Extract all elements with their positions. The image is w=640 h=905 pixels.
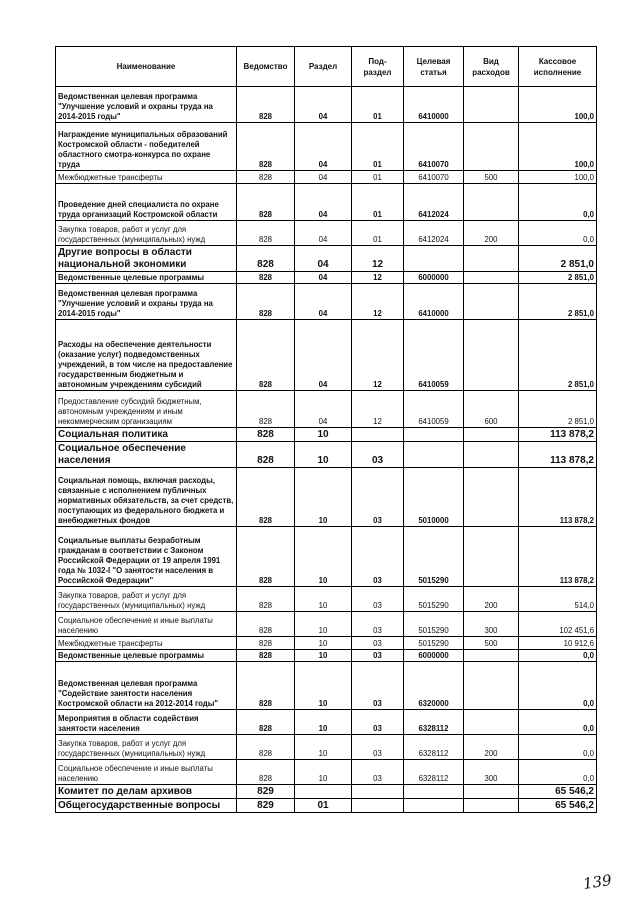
row-subsection: 01	[352, 87, 404, 123]
row-exptype	[464, 799, 519, 813]
row-name: Общегосударственные вопросы	[56, 799, 237, 813]
row-subsection: 01	[352, 184, 404, 221]
row-article: 5010000	[404, 468, 464, 527]
row-name: Ведомственная целевая программа "Улучшение условий и охраны труда на 2014-2015 годы"	[56, 284, 237, 320]
row-article: 6328112	[404, 760, 464, 785]
row-name: Социальные выплаты безработным гражданам в соответствии с Законом Российской Федерации от 19 апреля 1991 года № 1032-I "О занятости населения в Российской Федерации"	[56, 527, 237, 587]
row-section: 04	[295, 123, 352, 171]
row-article: 5015290	[404, 527, 464, 587]
row-name: Другие вопросы в области национальной экономики	[56, 246, 237, 272]
row-dept: 829	[237, 785, 295, 799]
row-section: 10	[295, 637, 352, 650]
row-article: 6410000	[404, 87, 464, 123]
row-name: Социальное обеспечение и иные выплаты населению	[56, 760, 237, 785]
row-name: Закупка товаров, работ и услуг для государственных (муниципальных) нужд	[56, 221, 237, 246]
row-article	[404, 428, 464, 442]
table-row	[56, 785, 597, 799]
row-article	[404, 785, 464, 799]
table-row	[56, 123, 597, 171]
row-cash: 100,0	[519, 171, 597, 184]
row-subsection: 01	[352, 123, 404, 171]
table-row	[56, 87, 597, 123]
row-exptype	[464, 785, 519, 799]
row-subsection: 03	[352, 637, 404, 650]
row-subsection: 03	[352, 612, 404, 637]
row-dept: 828	[237, 284, 295, 320]
row-name: Предоставление субсидий бюджетным, автономным учреждениям и иным некоммерческим организациям	[56, 391, 237, 428]
row-subsection: 03	[352, 760, 404, 785]
row-section: 10	[295, 735, 352, 760]
row-subsection: 12	[352, 320, 404, 391]
row-dept: 828	[237, 221, 295, 246]
row-dept: 828	[237, 468, 295, 527]
row-section: 10	[295, 527, 352, 587]
row-section: 10	[295, 587, 352, 612]
row-subsection: 12	[352, 284, 404, 320]
table-row	[56, 468, 597, 527]
row-dept: 828	[237, 710, 295, 735]
row-subsection: 03	[352, 527, 404, 587]
row-cash: 2 851,0	[519, 320, 597, 391]
row-name: Межбюджетные трансферты	[56, 171, 237, 184]
row-exptype	[464, 246, 519, 272]
row-cash: 0,0	[519, 735, 597, 760]
row-section: 10	[295, 428, 352, 442]
row-subsection: 12	[352, 272, 404, 284]
table-row	[56, 246, 597, 272]
row-dept: 828	[237, 527, 295, 587]
table-row	[56, 735, 597, 760]
row-article	[404, 442, 464, 468]
row-article: 5015290	[404, 587, 464, 612]
row-subsection: 03	[352, 735, 404, 760]
row-dept: 828	[237, 87, 295, 123]
row-cash: 0,0	[519, 221, 597, 246]
row-cash: 0,0	[519, 662, 597, 710]
table-row	[56, 587, 597, 612]
row-exptype	[464, 184, 519, 221]
table-row	[56, 184, 597, 221]
row-subsection: 03	[352, 662, 404, 710]
row-exptype	[464, 527, 519, 587]
row-section: 01	[295, 799, 352, 813]
row-subsection: 03	[352, 468, 404, 527]
table-row	[56, 171, 597, 184]
row-name: Награждение муниципальных образований Костромской области - победителей областного смотра-конкурса по охране труда	[56, 123, 237, 171]
header-exptype: Вид расходов	[464, 47, 519, 87]
row-name: Ведомственная целевая программа "Содействие занятости населения Костромской области на 2012-2014 годы"	[56, 662, 237, 710]
row-dept: 828	[237, 587, 295, 612]
row-cash: 0,0	[519, 184, 597, 221]
row-cash: 10 912,6	[519, 637, 597, 650]
row-section: 04	[295, 221, 352, 246]
row-exptype	[464, 123, 519, 171]
row-name: Межбюджетные трансферты	[56, 637, 237, 650]
row-article	[404, 246, 464, 272]
table-row	[56, 284, 597, 320]
row-dept: 828	[237, 637, 295, 650]
row-cash: 113 878,2	[519, 428, 597, 442]
row-subsection: 01	[352, 171, 404, 184]
row-name: Социальная помощь, включая расходы, связанные с исполнением публичных нормативных обязательств, за счет средств, поступающих из федерального бюджета и внебюджетных фондов	[56, 468, 237, 527]
table-row	[56, 650, 597, 662]
row-exptype: 300	[464, 760, 519, 785]
row-subsection: 01	[352, 221, 404, 246]
budget-table	[55, 46, 597, 813]
page-number: 139	[581, 871, 613, 893]
row-dept: 828	[237, 735, 295, 760]
row-article: 6410000	[404, 284, 464, 320]
table-row	[56, 320, 597, 391]
row-exptype: 200	[464, 735, 519, 760]
row-exptype	[464, 468, 519, 527]
row-exptype: 500	[464, 171, 519, 184]
row-article: 6320000	[404, 662, 464, 710]
row-subsection	[352, 785, 404, 799]
header-dept: Ведомство	[237, 47, 295, 87]
row-dept: 828	[237, 184, 295, 221]
row-exptype: 300	[464, 612, 519, 637]
row-cash: 2 851,0	[519, 246, 597, 272]
row-article: 6000000	[404, 650, 464, 662]
row-cash: 2 851,0	[519, 272, 597, 284]
table-row	[56, 221, 597, 246]
header-cash: Кассовое исполнение	[519, 47, 597, 87]
row-name: Закупка товаров, работ и услуг для государственных (муниципальных) нужд	[56, 735, 237, 760]
row-section: 10	[295, 710, 352, 735]
row-section: 10	[295, 760, 352, 785]
row-section: 04	[295, 184, 352, 221]
row-exptype	[464, 87, 519, 123]
row-article: 5015290	[404, 637, 464, 650]
row-exptype	[464, 710, 519, 735]
row-cash: 0,0	[519, 760, 597, 785]
row-section: 10	[295, 662, 352, 710]
table-row	[56, 710, 597, 735]
row-exptype	[464, 428, 519, 442]
row-section: 04	[295, 391, 352, 428]
header-subsection: Под- раздел	[352, 47, 404, 87]
row-dept: 828	[237, 246, 295, 272]
row-dept: 828	[237, 428, 295, 442]
row-subsection: 03	[352, 587, 404, 612]
row-article: 6328112	[404, 735, 464, 760]
row-name: Ведомственные целевые программы	[56, 272, 237, 284]
table-row	[56, 272, 597, 284]
header-article: Целевая статья	[404, 47, 464, 87]
row-exptype	[464, 320, 519, 391]
row-article: 6410070	[404, 171, 464, 184]
row-cash: 0,0	[519, 650, 597, 662]
table-row	[56, 760, 597, 785]
row-exptype: 500	[464, 637, 519, 650]
row-article: 6412024	[404, 221, 464, 246]
row-article: 6000000	[404, 272, 464, 284]
row-subsection: 03	[352, 442, 404, 468]
row-name: Мероприятия в области содействия занятости населения	[56, 710, 237, 735]
row-section: 04	[295, 272, 352, 284]
table-row	[56, 612, 597, 637]
row-exptype: 600	[464, 391, 519, 428]
row-cash: 65 546,2	[519, 785, 597, 799]
row-cash: 0,0	[519, 710, 597, 735]
table-row	[56, 637, 597, 650]
row-name: Закупка товаров, работ и услуг для государственных (муниципальных) нужд	[56, 587, 237, 612]
row-name: Ведомственная целевая программа "Улучшение условий и охраны труда на 2014-2015 годы"	[56, 87, 237, 123]
row-dept: 828	[237, 612, 295, 637]
row-subsection: 12	[352, 391, 404, 428]
row-article	[404, 799, 464, 813]
row-name: Проведение дней специалиста по охране труда организаций Костромской области	[56, 184, 237, 221]
row-dept: 828	[237, 442, 295, 468]
table-row	[56, 391, 597, 428]
row-article: 6412024	[404, 184, 464, 221]
row-exptype: 200	[464, 221, 519, 246]
row-cash: 113 878,2	[519, 527, 597, 587]
table-row	[56, 799, 597, 813]
row-article: 6410059	[404, 391, 464, 428]
row-exptype	[464, 442, 519, 468]
row-name: Социальное обеспечение населения	[56, 442, 237, 468]
row-article: 6410070	[404, 123, 464, 171]
row-cash: 2 851,0	[519, 391, 597, 428]
table-row	[56, 662, 597, 710]
table-row	[56, 428, 597, 442]
row-dept: 828	[237, 320, 295, 391]
row-name: Социальное обеспечение и иные выплаты населению	[56, 612, 237, 637]
row-cash: 514,0	[519, 587, 597, 612]
row-cash: 113 878,2	[519, 468, 597, 527]
header-section: Раздел	[295, 47, 352, 87]
row-article: 6410059	[404, 320, 464, 391]
row-exptype	[464, 284, 519, 320]
row-exptype	[464, 272, 519, 284]
row-cash: 65 546,2	[519, 799, 597, 813]
row-cash: 100,0	[519, 123, 597, 171]
row-exptype	[464, 650, 519, 662]
row-name: Ведомственные целевые программы	[56, 650, 237, 662]
row-dept: 828	[237, 171, 295, 184]
row-dept: 828	[237, 123, 295, 171]
row-section: 10	[295, 442, 352, 468]
row-subsection: 03	[352, 710, 404, 735]
row-dept: 828	[237, 391, 295, 428]
table-row	[56, 442, 597, 468]
row-article: 5015290	[404, 612, 464, 637]
row-section	[295, 785, 352, 799]
row-exptype: 200	[464, 587, 519, 612]
row-name: Комитет по делам архивов	[56, 785, 237, 799]
row-subsection	[352, 799, 404, 813]
row-section: 04	[295, 284, 352, 320]
row-cash: 102 451,6	[519, 612, 597, 637]
row-name: Расходы на обеспечение деятельности (оказание услуг) подведомственных учреждений, в том числе на предоставление государственным бюджетным и автономным учреждениям субсидий	[56, 320, 237, 391]
row-subsection: 12	[352, 246, 404, 272]
header-name: Наименование	[56, 47, 237, 87]
row-subsection	[352, 428, 404, 442]
row-cash: 113 878,2	[519, 442, 597, 468]
row-exptype	[464, 662, 519, 710]
row-dept: 828	[237, 650, 295, 662]
row-dept: 828	[237, 662, 295, 710]
row-dept: 828	[237, 760, 295, 785]
row-cash: 2 851,0	[519, 284, 597, 320]
row-section: 10	[295, 612, 352, 637]
row-section: 10	[295, 650, 352, 662]
table-row	[56, 527, 597, 587]
row-dept: 829	[237, 799, 295, 813]
row-section: 04	[295, 246, 352, 272]
row-subsection: 03	[352, 650, 404, 662]
row-section: 04	[295, 87, 352, 123]
row-section: 10	[295, 468, 352, 527]
row-name: Социальная политика	[56, 428, 237, 442]
row-section: 04	[295, 171, 352, 184]
row-section: 04	[295, 320, 352, 391]
row-cash: 100,0	[519, 87, 597, 123]
row-dept: 828	[237, 272, 295, 284]
table-header	[56, 47, 597, 87]
row-article: 6328112	[404, 710, 464, 735]
